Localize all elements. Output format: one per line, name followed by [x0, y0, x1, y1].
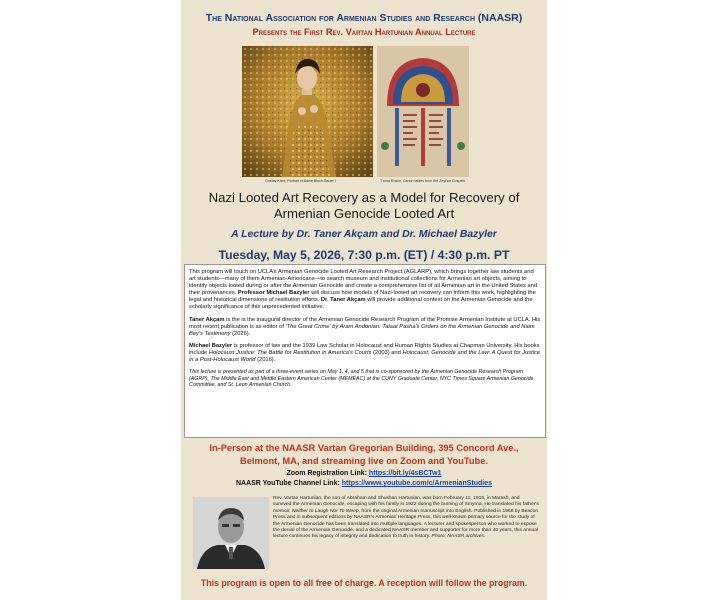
organizer-heading: The National Association for Armenian Studies and Research (NAASR) — [205, 12, 523, 24]
hartunian-bio: Rev. Vartan Hartunian, the son of Abraham and Shushan Hartunian, was born February 11, 1915, in Marash, and survived the Armenian Genocide, escaping with his family in 1922 during the burning of Smyrna. He translated his father's memoir, Neither to Laugh Nor To Weep, from the original Armenian manuscript into English. Published in 1968 by Beacon Press and in subsequent editions by NAASR's Armenian Heritage Press, this well-known primary source for the study of the Armenian Genocide has been translated into multiple languages. A lecturer and spokesperson who worked to expose the denial of the Armenian Genocide, and a dedicated NAASR member and supporter for more than 40 years, this annual lecture continues his legacy of integrity and dedication to truth in history. Photo: NAASR archives. — [273, 496, 539, 540]
venue-info: In-Person at the NAASR Vartan Gregorian Building, 395 Concord Ave., Belmont, MA, and streaming live on Zoom and YouTube. — [209, 443, 519, 466]
date-time-line: Tuesday, May 5, 2026, 7:30 p.m. (ET) / 4:30 p.m. PT — [218, 248, 510, 262]
klimt-portrait-image — [242, 46, 373, 177]
flyer — [181, 0, 547, 600]
canon-table-image — [377, 46, 469, 177]
zoom-line: Zoom Registration Link: https://bit.ly/4sBCTw1 — [286, 470, 442, 477]
cosponsor-note: This lecture is presented as part of a three-event series on May 1, 4, and 5 that is co-sponsored by the Armenian Genocide Research Program (AGRP), The Middle East and Middle Eastern American Center (MEMEAC) at the CUNY Graduate Center, NYC Times Square Armenian Genocide Committee, and St. Leon Armenian Church. — [189, 369, 534, 389]
speakers-line: A Lecture by Dr. Taner Akçam and Dr. Michael Bazyler — [231, 229, 497, 240]
program-description: This program will touch on UCLA’s Armenian Genocide Looted Art Research Project (AGLARP), which brings together law students and art students—many of them Armenian-Americans—to search museum and institutional collections for Armenian art objects, aiming to identify objects looted during or after the Armenian Genocide and create a comprehensive list of all Armenian art in the United States and their provenances. Professor Michael Bazyler will discuss how models of Nazi-looted art recovery can inform this work, highlighting the legal and historical dimensions of restitution efforts. Dr. Taner Akçam will provide additional context on the Armenian Genocide and the scholarly significance of this unprecedented initiative. — [189, 269, 538, 311]
klimt-caption: Gustav Klimt, Portrait of Adele Bloch-Bauer I — [265, 179, 336, 183]
youtube-link[interactable]: https://www.youtube.com/c/ArmenianStudies — [341, 480, 493, 487]
lecture-series-heading: Presents the First Rev. Vartan Hartunian Annual Lecture — [252, 27, 476, 37]
akcam-bio: Taner Akçam is the is the inaugural director of the Armenian Genocide Research Program of the Promise Armenian Institute at UCLA. His most recent publication is as editor of 'The Great Crime' by Aram Andonian: Talaat Pasha's Orders on the Armenian Genocide and Naim Bey's Testimony (2026). — [189, 316, 541, 337]
youtube-line: NAASR YouTube Channel Link: https://www.youtube.com/c/ArmenianStudies — [235, 480, 493, 487]
canon-table-caption: T'oros Roslin, Canon tables from the Zeyt'un Gospels — [380, 179, 466, 183]
lecture-title: Nazi Looted Art Recovery as a Model for Recovery of Armenian Genocide Looted Art — [208, 190, 520, 221]
description-box — [184, 264, 546, 438]
zoom-link[interactable]: https://bit.ly/4sBCTw1 — [368, 470, 442, 477]
bazyler-bio: Michael Bazyler is professor of law and the 1939 Law Scholar in Holocaust and Human Rights Studies at Chapman University. His books include Holocaust Justice: The Battle for Restitution in America's Courts (2003) and Holocaust, Genocide and the Law: A Quest for Justice in a Post-Holocaust World (2016). — [189, 342, 541, 364]
admission-note: This program is open to all free of charge. A reception will follow the program. — [200, 578, 528, 588]
hartunian-photo — [193, 497, 269, 569]
links-block — [181, 469, 547, 489]
